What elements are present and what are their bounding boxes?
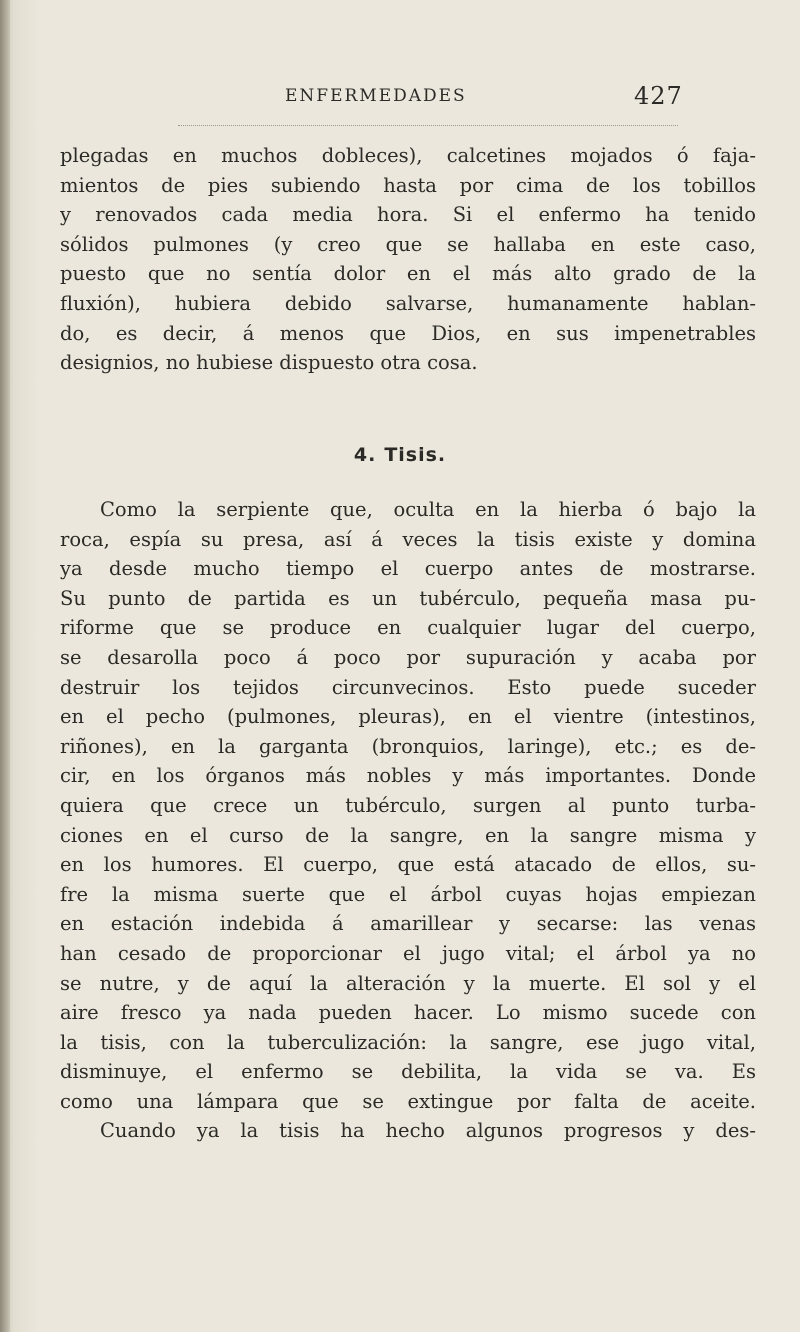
text-line: y renovados cada media hora. Si el enfermo ha tenido (60, 203, 756, 227)
paragraph-tisis (60, 495, 756, 1146)
section-number: 4. (353, 444, 377, 466)
text-line: roca, espía su presa, así á veces la tisis existe y domina (60, 527, 756, 551)
text-line: plegadas en muchos dobleces), calcetines mojados ó faja- (60, 144, 756, 167)
text-line: se desarolla poco á poco por supuración y acaba por (60, 645, 756, 669)
text-line: fre la misma suerte que el árbol cuyas hojas empiezan (60, 882, 756, 906)
text-line: ya desde mucho tiempo el cuerpo antes de mostrarse. (60, 557, 756, 581)
text-line: riñones), en la garganta (bronquios, laringe), etc.; es de- (60, 734, 756, 758)
text-line: Como la serpiente que, oculta en la hierba ó bajo la (100, 498, 756, 521)
text-line: puesto que no sentía dolor en el más alto grado de la (60, 262, 756, 286)
section-heading (0, 444, 800, 466)
paragraph-continuation (60, 141, 756, 378)
running-head: ENFERMEDADES (285, 86, 467, 106)
text-line: disminuye, el enfermo se debilita, la vida se va. Es (60, 1060, 756, 1084)
text-line: mientos de pies subiendo hasta por cima de los tobillos (60, 173, 756, 197)
text-line: la tisis, con la tuberculización: la sangre, ese jugo vital, (60, 1030, 756, 1054)
text-line: destruir los tejidos circunvecinos. Esto puede suceder (60, 675, 756, 699)
text-line: en los humores. El cuerpo, que está atacado de ellos, su- (60, 853, 756, 877)
text-line: quiera que crece un tubérculo, surgen al punto turba- (60, 793, 756, 817)
text-line: do, es decir, á menos que Dios, en sus impenetrables (60, 321, 756, 345)
text-line: ciones en el curso de la sangre, en la sangre misma y (60, 823, 756, 847)
header-rule (178, 125, 678, 126)
text-line: cir, en los órganos más nobles y más importantes. Donde (60, 764, 756, 788)
section-title: Tisis. (384, 444, 447, 466)
text-line: Cuando ya la tisis ha hecho algunos progresos y des- (100, 1119, 756, 1143)
text-line: sólidos pulmones (y creo que se hallaba en este caso, (60, 232, 756, 256)
text-line: en el pecho (pulmones, pleuras), en el vientre (intestinos, (60, 705, 756, 729)
page-binding-edge (0, 0, 10, 1332)
text-line: Su punto de partida es un tubérculo, pequeña masa pu- (60, 586, 756, 610)
text-line: en estación indebida á amarillear y secarse: las venas (60, 912, 756, 936)
text-line: fluxión), hubiera debido salvarse, humanamente hablan- (60, 291, 756, 315)
text-line: riforme que se produce en cualquier lugar del cuerpo, (60, 616, 756, 640)
page-header (0, 82, 800, 110)
text-line: como una lámpara que se extingue por falta de aceite. (60, 1089, 756, 1113)
text-line: se nutre, y de aquí la alteración y la muerte. El sol y el (60, 971, 756, 995)
text-line: designios, no hubiese dispuesto otra cosa. (60, 351, 478, 375)
text-line: han cesado de proporcionar el jugo vital; el árbol ya no (60, 941, 756, 965)
page-number: 427 (634, 82, 683, 110)
text-line: aire fresco ya nada pueden hacer. Lo mismo sucede con (60, 1001, 756, 1025)
